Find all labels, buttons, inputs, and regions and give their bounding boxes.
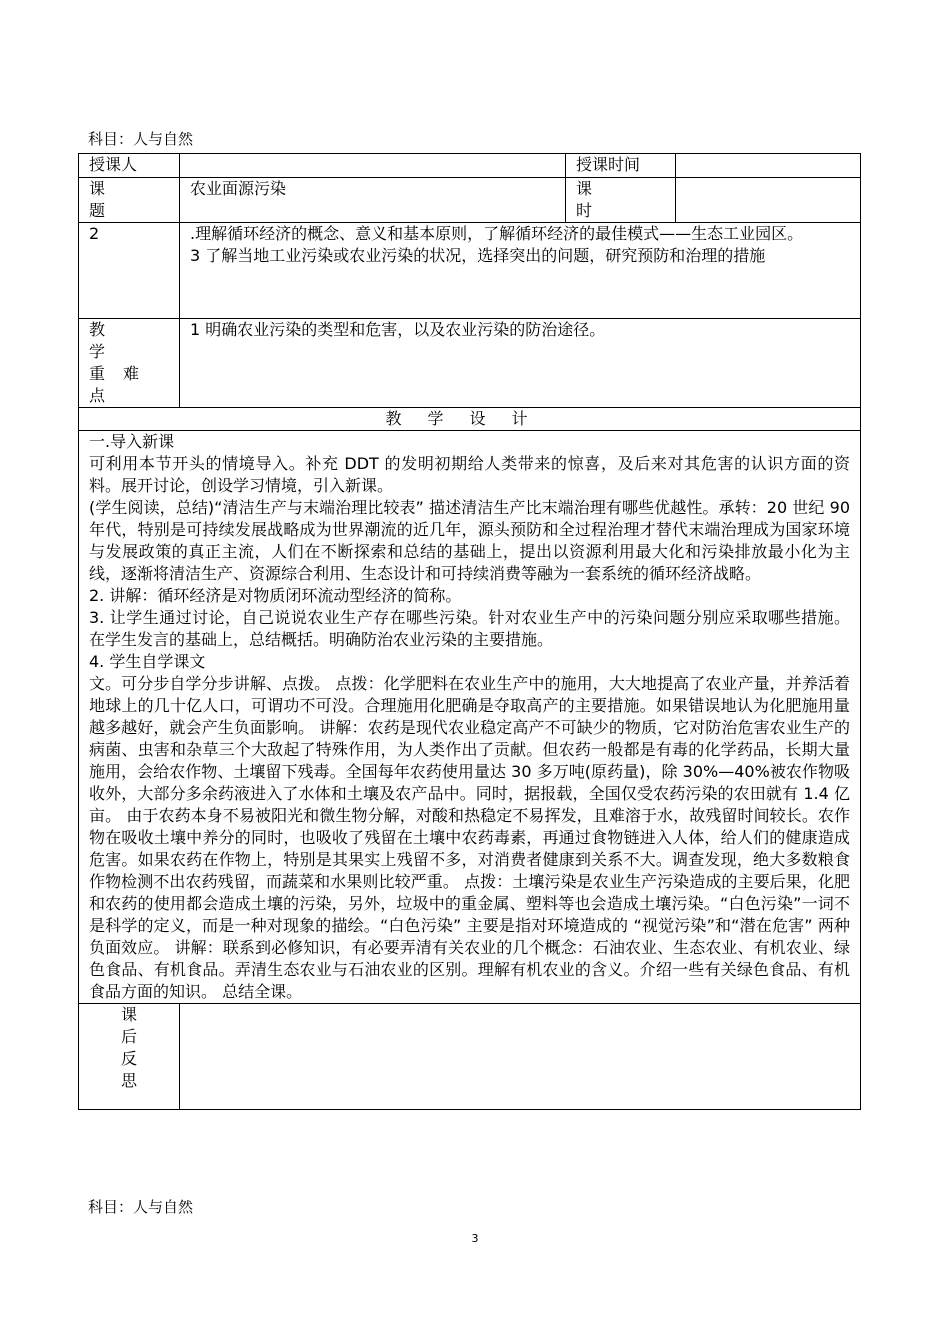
- reflection-label-char: 思: [120, 1071, 137, 1090]
- body-paragraph: 可利用本节开头的情境导入。补充 DDT 的发明初期给人类带来的惊喜，及后来对其危害的认识方面的资料。展开讨论，创设学习情境，引入新课。: [89, 454, 850, 495]
- topic-value: 农业面源污染: [180, 178, 566, 223]
- reflection-value: [180, 1004, 861, 1110]
- reflection-label-char: 后: [120, 1027, 137, 1046]
- hours-value: [676, 178, 861, 223]
- time-label: 授课时间: [566, 154, 676, 178]
- page-number: 3: [471, 1232, 479, 1245]
- body-paragraph: 2. 讲解：循环经济是对物质闭环流动型经济的简称。: [89, 586, 462, 605]
- hours-label: 课 时: [566, 178, 676, 223]
- row-goals: [79, 223, 861, 319]
- row-reflection: [79, 1004, 861, 1110]
- goals-label: 2: [79, 223, 180, 319]
- reflection-label: [79, 1004, 180, 1110]
- lesson-body: [79, 431, 861, 1004]
- goal-line: .理解循环经济的概念、意义和基本原则，了解循环经济的最佳模式——生态工业园区。: [190, 224, 804, 243]
- reflection-label-char: 课: [120, 1005, 137, 1024]
- row-topic: [79, 178, 861, 223]
- goals-content: [180, 223, 861, 319]
- body-paragraph: 3. 让学生通过讨论，自己说说农业生产存在哪些污染。针对农业生产中的污染问题分别应采取哪些措施。 在学生发言的基础上，总结概括。明确防治农业污染的主要措施。: [89, 608, 850, 649]
- teacher-label: 授课人: [79, 154, 180, 178]
- body-paragraph: 4. 学生自学课文: [89, 652, 206, 671]
- key-label: 教 学 重难点: [79, 319, 180, 408]
- teacher-value: [180, 154, 566, 178]
- body-paragraph: 文。可分步自学分步讲解、点拨。 点拨：化学肥料在农业生产中的施用，大大地提高了农业产量，并养活着地球上的几十亿人口，可谓功不可没。合理施用化肥确是夺取高产的主要措施。如果错误地认为化肥施用量越多越好，就会产生负面影响。 讲解：农药是现代农业稳定高产不可缺少的物质，它对防治危害农业生产的病菌、虫害和杂草三个大敌起了特殊作用，为人类作出了贡献。但农药一般都是有毒的化学药品，长期大量施用，会给农作物、土壤留下残毒。全国每年农药使用量达 30 多万吨(原药量)，除 30%—40%被农作物吸收外，大部分多余药液进入了水体和土壤及农产品中。同时，据报载，全国仅受农药污染的农田就有 1.4 亿亩。 由于农药本身不易被阳光和微生物分解，对酸和热稳定不易挥发，且难溶于水，故残留时间较长。农作物在吸收土壤中养分的同时，也吸收了残留在土壤中农药毒素，再通过食物链进入人体，给人们的健康造成危害。如果农药在作物上，特别是其果实上残留不多，对消费者健康到关系不大。调查发现，绝大多数粮食作物检测不出农药残留，而蔬菜和水果则比较严重。 点拨：土壤污染是农业生产污染造成的主要后果，化肥和农药的使用都会造成土壤的污染，另外，垃圾中的重金属、塑料等也会造成土壤污染。“白色污染”一词不是科学的定义，而是一种对现象的描绘。“白色污染” 主要是指对环境造成的 “视觉污染”和“潜在危害” 两种负面效应。 讲解：联系到必修知识，有必要弄清有关农业的几个概念：石油农业、生态农业、有机农业、绿色食品、有机食品。弄清生态农业与石油农业的区别。理解有机农业的含义。介绍一些有关绿色食品、有机食品方面的知识。 总结全课。: [89, 674, 850, 1001]
- topic-label: 课 题: [79, 178, 180, 223]
- row-design-title: [79, 408, 861, 431]
- subject-line-top: 科目：人与自然: [88, 130, 194, 148]
- design-title: 教学设计: [79, 408, 861, 431]
- lesson-plan-table: [78, 153, 861, 1110]
- time-value: [676, 154, 861, 178]
- row-teacher: [79, 154, 861, 178]
- goal-line: 3 了解当地工业污染或农业污染的状况，选择突出的问题，研究预防和治理的措施: [190, 246, 766, 265]
- subject-line-bottom: 科目：人与自然: [88, 1198, 194, 1216]
- row-lesson-body: [79, 431, 861, 1004]
- body-paragraph: 一.导入新课: [89, 432, 175, 451]
- body-paragraph: (学生阅读，总结)“清洁生产与末端治理比较表” 描述清洁生产比末端治理有哪些优越性。承转：20 世纪 90 年代，特别是可持续发展战略成为世界潮流的近几年，源头预防和全过程治理才替代末端治理成为国家环境与发展政策的真正主流，人们在不断探索和总结的基础上，提出以资源利用最大化和污染排放最小化为主线，逐渐将清洁生产、资源综合利用、生态设计和可持续消费等融为一套系统的循环经济战略。: [89, 498, 850, 583]
- reflection-label-char: 反: [120, 1049, 137, 1068]
- key-value: 1 明确农业污染的类型和危害，以及农业污染的防治途径。: [180, 319, 861, 408]
- row-key-points: [79, 319, 861, 408]
